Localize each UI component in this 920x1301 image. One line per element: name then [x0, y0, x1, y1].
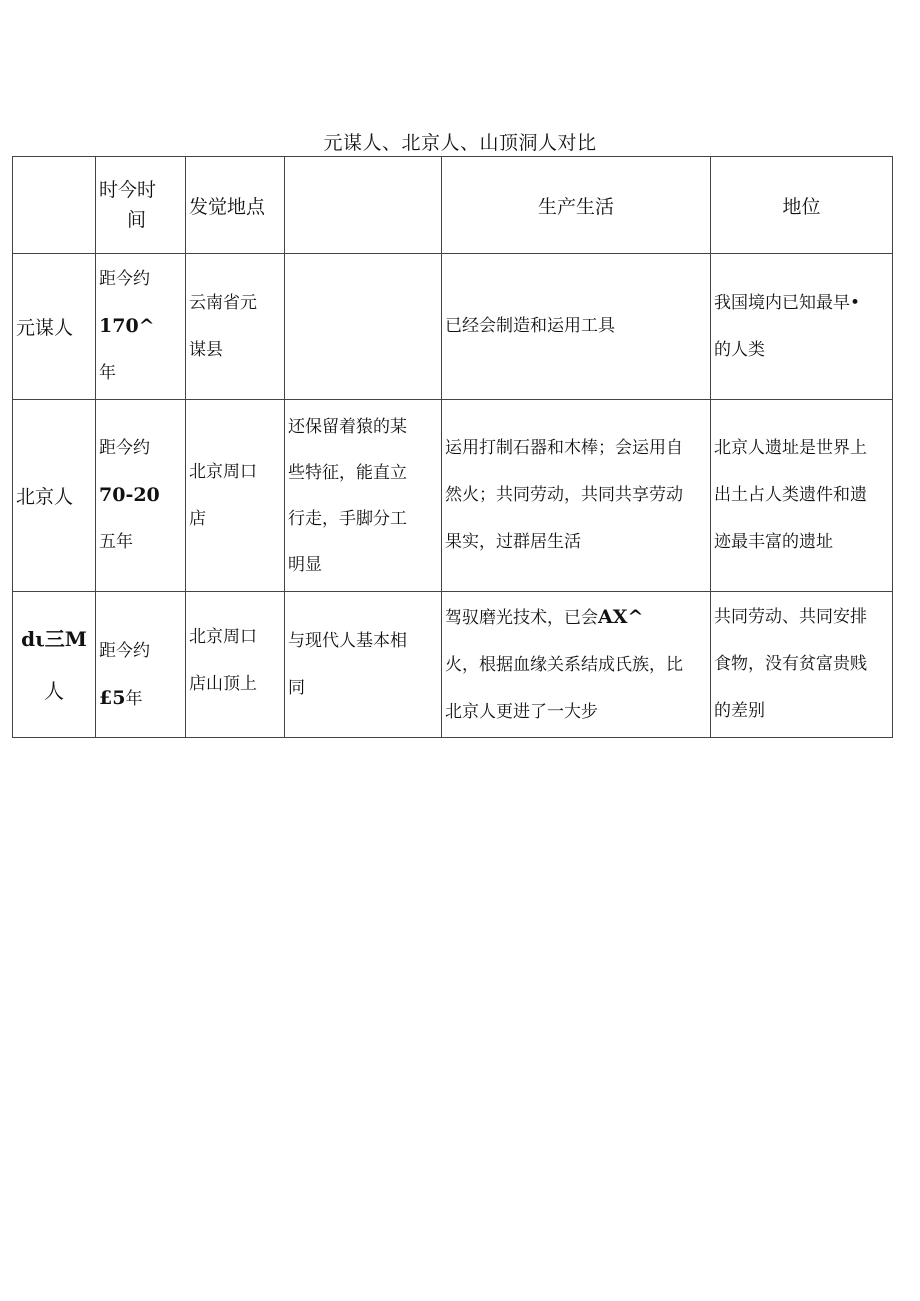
production-line: 果实，过群居生活 [445, 532, 581, 552]
status-line: 的人类 [714, 339, 765, 360]
status-line: 我国境内已知最早• [714, 292, 861, 313]
features-line: 行走，手脚分工 [288, 508, 407, 529]
time-number: 70-20 [99, 484, 160, 506]
time-unit: 年 [99, 363, 116, 383]
features-line: 明显 [288, 554, 322, 575]
row-location [186, 400, 285, 592]
production-line: 运用打制石器和木棒；会运用自 [445, 438, 683, 458]
features-line: 还保留着猿的某 [288, 416, 407, 437]
status-line: 出土占人类遗件和遗 [714, 485, 867, 505]
production-bold-text: AX^ [598, 605, 644, 628]
production-text: 驾驭磨光技术，已会 [445, 607, 598, 628]
status-line: 食物，没有贫富贵贱 [714, 654, 867, 674]
table-row [13, 400, 893, 592]
time-number: 170^ [99, 315, 155, 337]
row-status [711, 400, 893, 592]
row-time [96, 400, 186, 592]
header-cell-status: 地位 [711, 157, 893, 254]
table-header-row [13, 157, 893, 254]
features-line: 同 [288, 678, 305, 698]
time-number: £5 [99, 687, 126, 709]
row-production [442, 592, 711, 738]
row-name-peking: 北京人 [13, 400, 96, 592]
header-cell-empty [13, 157, 96, 254]
production-line: 然火；共同劳动，共同共享劳动 [445, 485, 683, 505]
row-status [711, 592, 893, 738]
row-name-upper-cave [13, 592, 96, 738]
row-features [285, 400, 442, 592]
comparison-table [12, 156, 893, 738]
status-line: 迹最丰富的遗址 [714, 532, 833, 552]
time-line2 [99, 675, 182, 723]
location-line2: 店山顶上 [189, 674, 257, 694]
time-suffix: 年 [125, 689, 143, 709]
header-time-line1: 时今时 [99, 179, 157, 201]
row-status [711, 254, 893, 400]
location-line1: 北京周口 [189, 461, 257, 482]
time-line1: 距今约 [99, 641, 150, 661]
row-name-line1: dι三M [21, 626, 87, 651]
status-line: 共同劳动、共同安排 [714, 607, 867, 627]
features-line: 些特征，能直立 [288, 462, 407, 483]
production-line: 已经会制造和运用工具 [445, 316, 615, 336]
header-time-line2: 间 [127, 209, 147, 231]
time-unit: 五年 [99, 532, 133, 552]
header-cell-production: 生产生活 [442, 157, 711, 254]
location-line2: 谋县 [189, 339, 223, 360]
row-features [285, 254, 442, 400]
header-cell-features [285, 157, 442, 254]
location-line2: 店 [189, 508, 206, 529]
row-time [96, 254, 186, 400]
status-line: 的差别 [714, 701, 765, 721]
table-row [13, 254, 893, 400]
row-location [186, 592, 285, 738]
row-time [96, 592, 186, 738]
production-line: 北京人更进了一大步 [445, 701, 598, 722]
header-cell-location: 发觉地点 [186, 157, 285, 254]
features-line: 与现代人基本相 [288, 631, 407, 651]
row-production [442, 400, 711, 592]
time-line1: 距今约 [99, 438, 150, 458]
status-line: 北京人遗址是世界上 [714, 438, 867, 458]
header-cell-time [96, 157, 186, 254]
production-line: 火，根据血缘关系结成氏族，比 [445, 654, 683, 675]
row-name-line2: 人 [44, 678, 64, 703]
row-location [186, 254, 285, 400]
row-name-yuanmou: 元谋人 [13, 254, 96, 400]
table-row [13, 592, 893, 738]
row-features [285, 592, 442, 738]
row-production [442, 254, 711, 400]
location-line1: 云南省元 [189, 292, 257, 313]
location-line1: 北京周口 [189, 627, 257, 647]
time-line1: 距今约 [99, 269, 150, 289]
page-title: 元谋人、北京人、山顶洞人对比 [323, 132, 597, 154]
production-line [445, 594, 707, 642]
